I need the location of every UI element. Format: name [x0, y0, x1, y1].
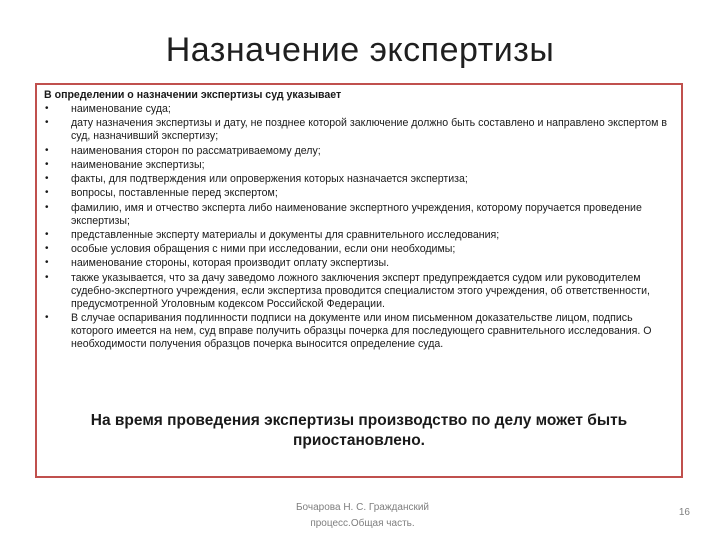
list-item: [44, 229, 675, 242]
content-box: [35, 83, 683, 478]
list-item: [44, 159, 675, 172]
list-item-text: дату назначения экспертизы и дату, не позднее которой заключение должно быть составлено и направлено экспертом в суд, назначивший экспертизу;: [71, 117, 667, 143]
list-item: [44, 187, 675, 200]
list-item: [44, 117, 675, 143]
list-item: [44, 103, 675, 116]
bullet-icon: •: [45, 228, 49, 240]
bullet-icon: •: [45, 311, 49, 323]
footer-author: Бочарова Н. С. Гражданский процесс.Общая часть.: [295, 502, 430, 529]
bullet-icon: •: [45, 144, 49, 156]
intro-text: В определении о назначении экспертизы суд указывает: [44, 89, 342, 101]
highlight-note: На время проведения экспертизы производство по делу может быть приостановлено.: [90, 412, 628, 449]
bullet-icon: •: [45, 271, 49, 283]
list-item-text: факты, для подтверждения или опровержения которых назначается экспертиза;: [71, 173, 468, 186]
list-item-text: фамилию, имя и отчество эксперта либо наименование экспертного учреждения, которому поручается проведение экспертизы;: [71, 201, 642, 227]
bullet-icon: •: [45, 201, 49, 213]
page-number: 16: [678, 507, 690, 518]
list-item-text: наименование экспертизы;: [71, 158, 205, 171]
bullet-icon: •: [45, 103, 49, 114]
list-item-text: также указывается, что за дачу заведомо ложного заключения эксперт предупреждается судом или руководителем судебно-экспертного учреждения, если экспертиза проводится специалистом этого учреждения, об ответственности, предусмотренной Уголовным кодексом Российской Федерации.: [71, 271, 650, 310]
bullet-icon: •: [45, 158, 49, 170]
slide-title: Назначение экспертизы: [165, 31, 555, 69]
bullet-icon: •: [45, 243, 49, 255]
list-item: [44, 243, 675, 256]
list-item: [44, 312, 675, 351]
list-item: [44, 202, 675, 228]
list-item-text: представленные эксперту материалы и документы для сравнительного исследования;: [71, 228, 500, 241]
list-item: [44, 272, 675, 311]
list-item-text: особые условия обращения с ними при исследовании, если они необходимы;: [71, 243, 456, 256]
list-item-text: вопросы, поставленные перед экспертом;: [71, 187, 278, 200]
list-item: [44, 257, 675, 270]
list-item: [44, 145, 675, 158]
bullet-icon: •: [45, 257, 49, 269]
bullet-icon: •: [45, 117, 49, 129]
list-item: [44, 173, 675, 186]
bullet-icon: •: [45, 187, 49, 199]
item-list: [44, 103, 675, 351]
list-item-text: наименование стороны, которая производит оплату экспертизы.: [71, 257, 390, 270]
list-item-text: наименование суда;: [71, 103, 171, 115]
bullet-icon: •: [45, 173, 49, 185]
list-item-text: наименования сторон по рассматриваемому делу;: [71, 144, 321, 157]
list-item-text: В случае оспаривания подлинности подписи на документе или ином письменном доказательстве лицом, подпись которого имеется на нем, суд вправе получить образцы почерка для последующего сравнительного исследования. О необходимости получения образцов почерка выносится определение суда.: [71, 311, 652, 350]
